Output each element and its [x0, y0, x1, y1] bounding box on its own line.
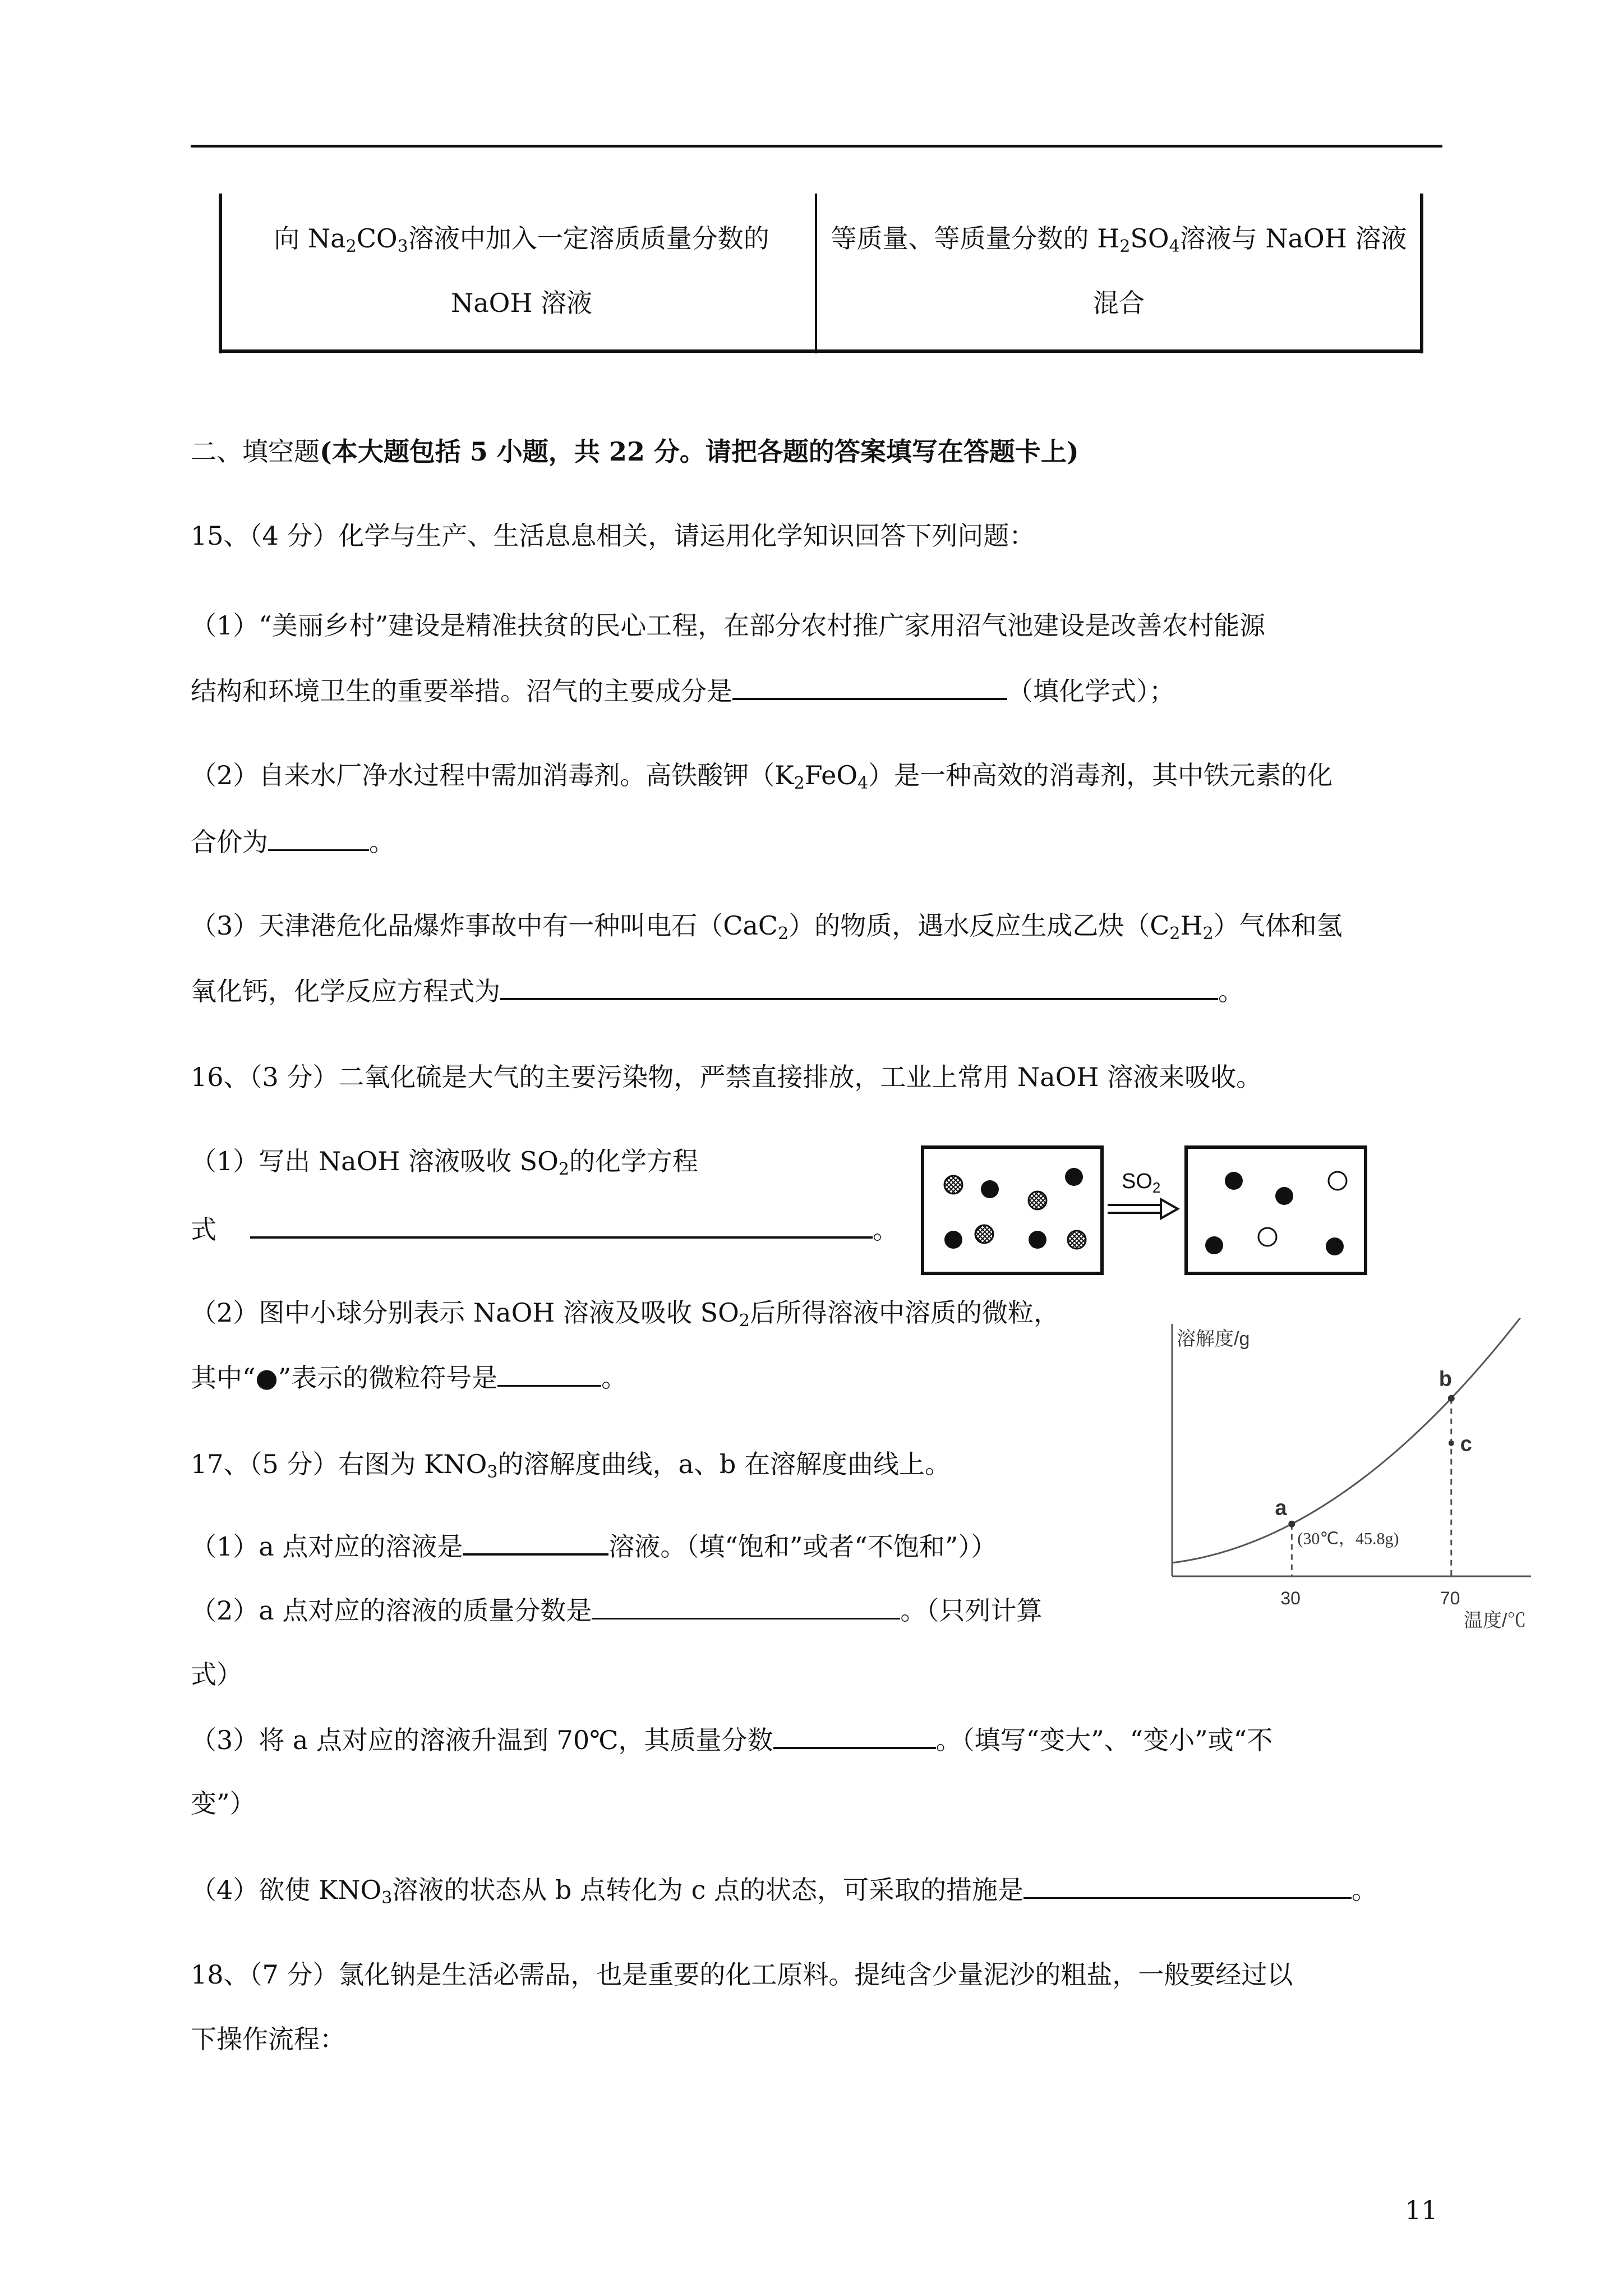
particle-diagram [920, 1144, 1368, 1279]
table-left-border [219, 194, 222, 353]
solubility-chart [1155, 1318, 1559, 1632]
sulfite-ion-particle [1258, 1228, 1276, 1246]
q16-blank-1[interactable] [250, 1212, 873, 1239]
q15-blank-2[interactable] [268, 825, 369, 851]
q16-stem: 16、（3 分）二氧化硫是大气的主要污染物，严禁直接排放，工业上常用 NaOH 溶液来吸收。 [191, 1062, 1262, 1092]
sodium-ion-particle [975, 1225, 993, 1243]
q16-blank-2[interactable] [497, 1360, 601, 1387]
q15-blank-3[interactable] [500, 973, 1218, 1000]
q17-blank-2[interactable] [592, 1593, 900, 1619]
sodium-ion-particle [1326, 1237, 1344, 1255]
q17-p3: （3）将 a 点对应的溶液升温到 70℃，其质量分数 。（填写“变大”、“变小”或“不 [191, 1722, 1272, 1757]
q17-p2: （2）a 点对应的溶液的质量分数是 。（只列计算 [191, 1593, 1042, 1627]
x-axis-label: 温度/℃ [1464, 1610, 1527, 1631]
q15-p2-line2: 合价为 。 [191, 825, 395, 859]
point-a-annotation: (30℃，45.8g) [1297, 1529, 1399, 1548]
q17-stem: 17、（5 分）右图为 $KNO_3$的溶解度曲线，a、b 在溶解度曲线上。 [191, 1449, 951, 1482]
q15-p1-line1: （1）“美丽乡村”建设是精准扶贫的民心工程，在部分农村推广家用沼气池建设是改善农村能源 [191, 610, 1266, 641]
section-heading: 二、填空题(本大题包括 5 小题，共 22 分。请把各题的答案填写在答题卡上) [191, 436, 1079, 467]
sodium-ion-particle [1205, 1236, 1223, 1254]
q15-p2-line1: （2）自来水厂净水过程中需加消毒剂。高铁酸钾$(K_2FeO_4)$是一种高效的消毒剂，其中铁元素的化 [191, 760, 1333, 793]
sodium-ion-particle [1225, 1172, 1243, 1190]
q17-p3-line2: 变”） [191, 1788, 256, 1819]
point-c [1449, 1441, 1454, 1446]
table-cell-left: 向 $Na_2CO_3$溶液中加入一定溶质质量分数的 [274, 223, 769, 256]
q15-p3-line1: （3）天津港危化品爆炸事故中有一种叫电石（CaC$_2$）的物质，遇水反应生成乙炔$(C_2H_2)$气体和氢 [191, 910, 1343, 944]
before-box [923, 1147, 1102, 1273]
q15-p1-line2: 结构和环境卫生的重要举措。沼气的主要成分是 （填化学式）； [191, 673, 1175, 708]
q16-p2-line2: 其中“●”表示的微粒符号是 。 [191, 1360, 627, 1395]
solubility-curve [1172, 1318, 1531, 1563]
table-cell-left-line2: NaOH 溶液 [450, 288, 593, 318]
table-bottom-border [219, 349, 1423, 353]
sodium-ion-particle [1029, 1191, 1046, 1209]
sodium-ion-particle [981, 1180, 999, 1198]
table-right-border [1420, 194, 1423, 353]
q16-p1-line2: 式 。 [191, 1212, 898, 1246]
page-number: 11 [1405, 2195, 1438, 2225]
point-b-label: b [1438, 1367, 1452, 1391]
q17-blank-4[interactable] [1023, 1872, 1352, 1899]
q18-line1: 18、（7 分）氯化钠是生活必需品，也是重要的化工原料。提纯含少量泥沙的粗盐，一般要经过以 [191, 1959, 1293, 1990]
sodium-ion-particle [1275, 1187, 1293, 1205]
point-b [1448, 1395, 1455, 1402]
q18-line2: 下操作流程： [191, 2024, 345, 2054]
q15-stem: 15、（4 分）化学与生产、生活息息相关，请运用化学知识回答下列问题： [191, 521, 1035, 551]
x-tick-label: 70 [1440, 1588, 1460, 1608]
q16-p1-line1: （1）写出 NaOH 溶液吸收 $SO_2$的化学方程 [191, 1146, 698, 1179]
q17-blank-3[interactable] [773, 1722, 936, 1749]
header-rule [191, 145, 1442, 148]
q17-blank-1[interactable] [463, 1529, 608, 1556]
table-cell-right-line2: 混合 [1093, 288, 1145, 318]
point-a [1288, 1521, 1295, 1527]
sodium-ion-particle [1029, 1231, 1046, 1249]
sulfite-ion-particle [1329, 1172, 1347, 1190]
arrow-icon [1108, 1199, 1178, 1218]
sodium-ion-particle [944, 1176, 962, 1194]
table-cell-right: 等质量、等质量分数的 $H_2SO_4$溶液与 NaOH 溶液 [831, 223, 1407, 256]
q17-p2-line2: 式） [191, 1659, 242, 1690]
q17-p4: （4）欲使 $KNO_3$溶液的状态从 b 点转化为 c 点的状态，可采取的措施是 。 [191, 1872, 1377, 1907]
table-mid-border [815, 194, 817, 353]
answer-table [219, 194, 1424, 353]
sodium-ion-particle [944, 1231, 962, 1249]
arrow-label: $SO_2$ [1122, 1170, 1161, 1196]
q15-blank-1[interactable] [732, 673, 1007, 700]
q17-p1: （1）a 点对应的溶液是 溶液。（填“饱和”或者“不饱和”）） [191, 1529, 997, 1563]
y-axis-label: 溶解度/g [1177, 1328, 1250, 1350]
sodium-ion-particle [1065, 1168, 1083, 1186]
sodium-ion-particle [1068, 1231, 1086, 1249]
point-a-label: a [1275, 1496, 1287, 1520]
q15-p3-line2: 氧化钙，化学反应方程式为 。 [191, 973, 1244, 1008]
x-tick-label: 30 [1280, 1588, 1301, 1608]
q16-p2-line1: （2）图中小球分别表示 NaOH 溶液及吸收 $SO_2$后所得溶液中溶质的微粒， [191, 1297, 1059, 1331]
point-c-label: c [1460, 1432, 1472, 1456]
